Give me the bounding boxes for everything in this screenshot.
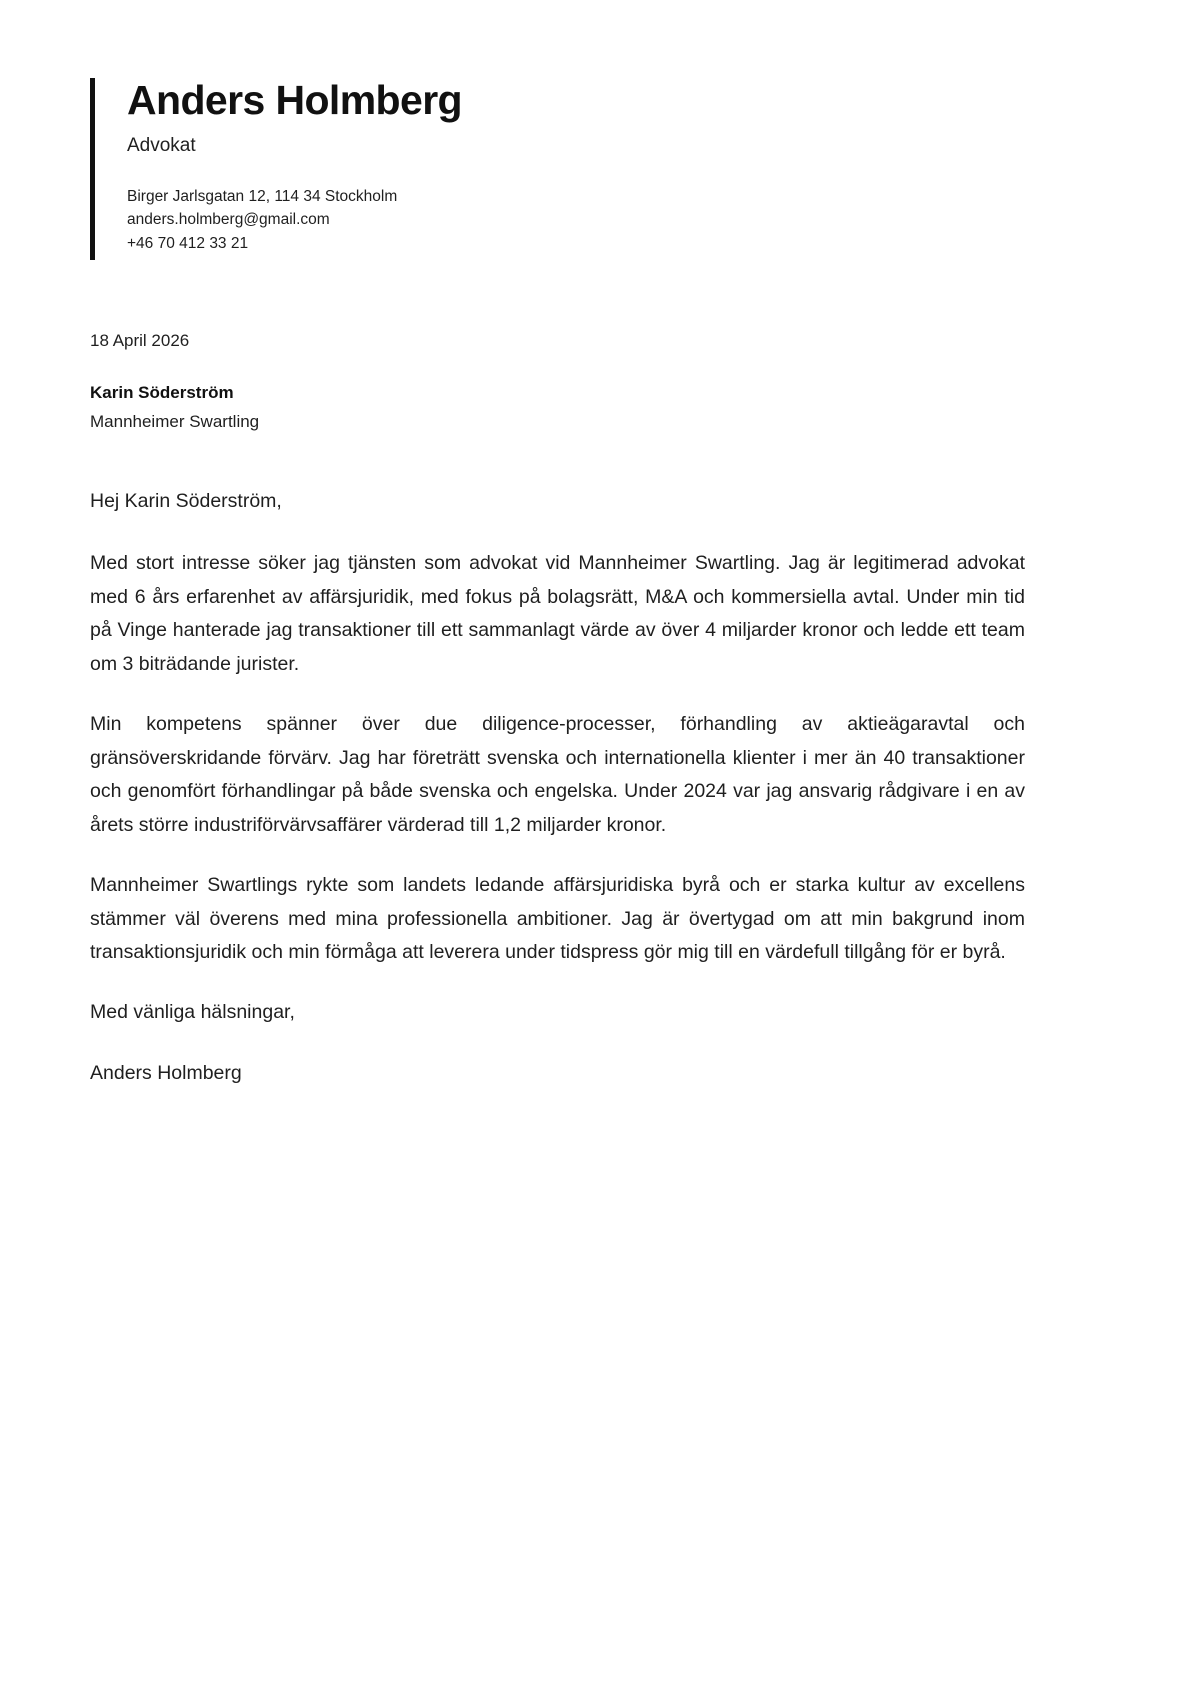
page-title: Anders Holmberg	[127, 77, 462, 123]
contact-phone[interactable]: +46 70 412 33 21	[127, 234, 249, 252]
contact-email[interactable]: anders.holmberg@gmail.com	[127, 211, 330, 229]
salutation: Hej Karin Söderström,	[90, 489, 282, 512]
letter-meta	[90, 328, 1040, 435]
letter-date: 18 April 2026	[90, 331, 190, 351]
body-paragraph-1: Med stort intresse söker jag tjänsten som advokat vid Mannheimer Swartling. Jag är legitimerad advokat med 6 års erfarenhet av affärsjuridik, med fokus på bolagsrätt, M&A och kommersiella avtal. Under min tid på Vinge hanterade jag transaktioner till ett sammanlagt värde av över 4 miljarder kronor och ledde ett team om 3 biträdande jurister.	[90, 551, 1025, 675]
signature-name: Anders Holmberg	[90, 1062, 242, 1085]
contact-address: Birger Jarlsgatan 12, 114 34 Stockholm	[127, 187, 398, 205]
accent-rule	[90, 78, 95, 260]
closing-line: Med vänliga hälsningar,	[90, 1000, 295, 1023]
job-title: Advokat	[127, 134, 196, 156]
letterhead	[90, 78, 1040, 255]
recipient-company: Mannheimer Swartling	[90, 412, 260, 432]
body-paragraph-3: Mannheimer Swartlings rykte som landets ledande affärsjuridiska byrå och er starka kultur av excellens stämmer väl överens med mina professionella ambitioner. Jag är övertygad om att min bakgrund inom transaktionsjuridik och min förmåga att leverera under tidspress gör mig till en värdefull tillgång för er byrå.	[90, 874, 1025, 964]
letter-body	[90, 487, 1025, 1089]
body-paragraph-2: Min kompetens spänner över due diligence-processer, förhandling av aktieägaravtal och gränsöverskridande förvärv. Jag har företrätt svenska och internationella klienter i mer än 40 transaktioner och genomfört förhandlingar på både svenska och engelska. Under 2024 var jag ansvarig rådgivare i en av årets större industriförvärvsaffärer värderad till 1,2 miljarder kronor.	[90, 713, 1025, 836]
recipient-name: Karin Söderström	[90, 382, 234, 402]
